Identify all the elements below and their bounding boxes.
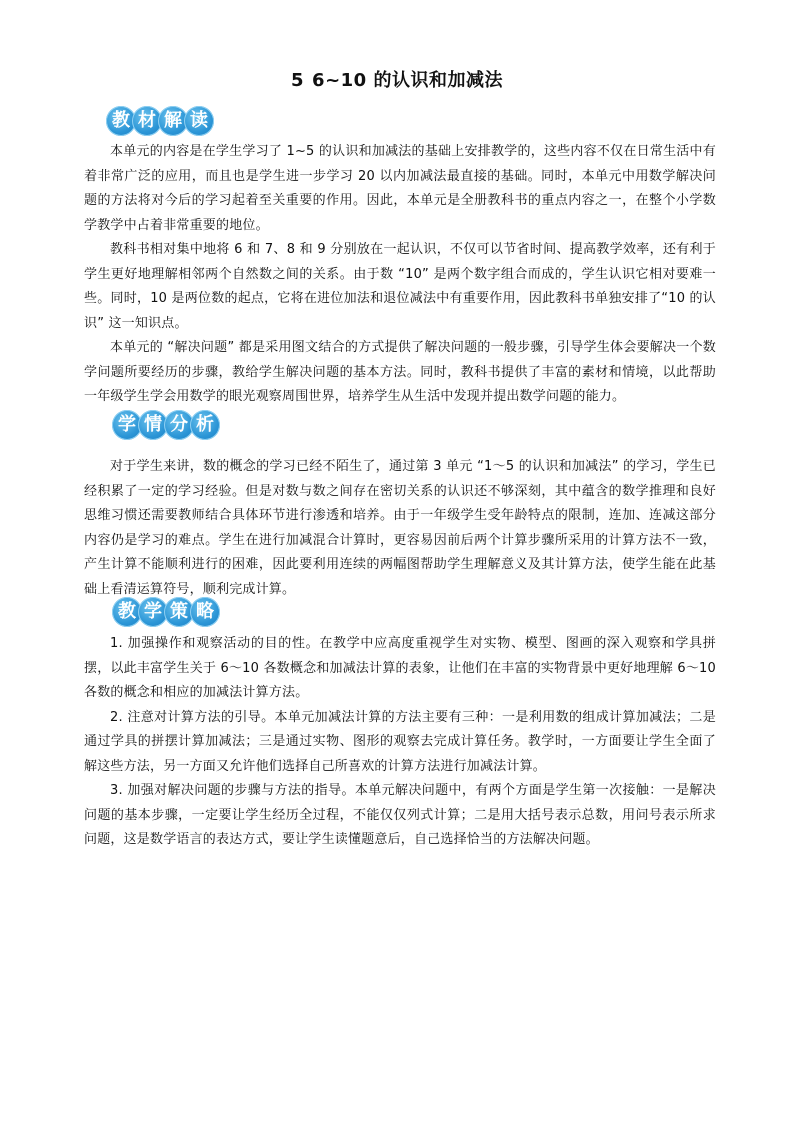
badge-char: 读	[184, 106, 214, 136]
section-badge-textbook-reading	[106, 106, 210, 136]
unit-number: 5	[291, 70, 305, 91]
page-title	[0, 66, 794, 92]
badge-char: 教	[112, 597, 142, 627]
badge-char: 教	[106, 106, 136, 136]
paragraph: 2. 注意对计算方法的引导。本单元加减法计算的方法主要有三种：一是利用数的组成计算加减法；二是通过学具的拼摆计算加减法；三是通过实物、图形的观察去完成计算任务。教学时，一方面要让学生全面了解这些方法，另一方面又允许他们选择自己所喜欢的计算方法进行加减法计算。	[84, 709, 716, 774]
section-student-analysis	[84, 455, 716, 602]
paragraph: 本单元的内容是在学生学习了 1~5 的认识和加减法的基础上安排教学的，这些内容不仅在日常生活中有着非常广泛的应用，而且也是学生进一步学习 20 以内加减法最直接的基础。同时，本单元中用数学解决问题的方法将对今后的学习起着至关重要的作用。因此，本单元是全册教科书的重点内容之一，在整个小学数学教学中占着非常重要的地位。	[84, 144, 716, 233]
badge-char: 策	[164, 597, 194, 627]
paragraph: 对于学生来讲，数的概念的学习已经不陌生了，通过第 3 单元 “1～5 的认识和加减法” 的学习，学生已经积累了一定的学习经验。但是对数与数之间存在密切关系的认识还不够深刻，其中蕴含的数学推理和良好思维习惯还需要教师结合具体环节进行渗透和培养。由于一年级学生受年龄特点的限制，连加、连减这部分内容仍是学习的难点。学生在进行加减混合计算时，更容易因前后两个计算步骤所采用的计算方法不一致，产生计算不能顺利进行的困难，因此要利用连续的两幅图帮助学生理解意义及其计算方法，使学生能在此基础上看清运算符号，顺利完成计算。	[84, 459, 716, 597]
badge-char: 情	[138, 410, 168, 440]
paragraph: 3. 加强对解决问题的步骤与方法的指导。本单元解决问题中，有两个方面是学生第一次接触：一是解决问题的基本步骤，一定要让学生经历全过程，不能仅仅列式计算；二是用大括号表示总数，用问号表示所求问题，这是数学语言的表达方式，要让学生读懂题意后，自己选择恰当的方法解决问题。	[84, 783, 716, 847]
section-teaching-strategy	[84, 632, 716, 853]
badge-char: 析	[190, 410, 220, 440]
paragraph: 教科书相对集中地将 6 和 7、8 和 9 分别放在一起认识，不仅可以节省时间、提高教学效率，还有利于学生更好地理解相邻两个自然数之间的关系。由于数 “10” 是两个数字组合而成的，学生认识它相对要难一些。同时，10 是两位数的起点，它将在进位加法和退位减法中有重要作用，因此教科书单独安排了“10 的认识” 这一知识点。	[84, 242, 716, 331]
unit-title-text: 6~10 的认识和加减法	[312, 70, 503, 91]
badge-char: 学	[112, 410, 142, 440]
section-badge-teaching-strategy	[112, 597, 216, 627]
badge-char: 解	[158, 106, 188, 136]
section-textbook-reading	[84, 140, 716, 410]
badge-char: 略	[190, 597, 220, 627]
section-badge-student-analysis	[112, 410, 216, 440]
paragraph: 本单元的 “解决问题” 都是采用图文结合的方式提供了解决问题的一般步骤，引导学生体会要解决一个数学问题所要经历的步骤，教给学生解决问题的基本方法。同时，教科书提供了丰富的素材和情境，以此帮助一年级学生学会用数学的眼光观察周围世界，培养学生从生活中发现并提出数学问题的能力。	[84, 340, 716, 404]
badge-char: 学	[138, 597, 168, 627]
paragraph: 1. 加强操作和观察活动的目的性。在教学中应高度重视学生对实物、模型、图画的深入观察和学具拼摆，以此丰富学生关于 6～10 各数概念和加减法计算的表象，让他们在丰富的实物背景中更好地理解 6～10 各数的概念和相应的加减法计算方法。	[84, 636, 716, 700]
badge-char: 分	[164, 410, 194, 440]
badge-char: 材	[132, 106, 162, 136]
